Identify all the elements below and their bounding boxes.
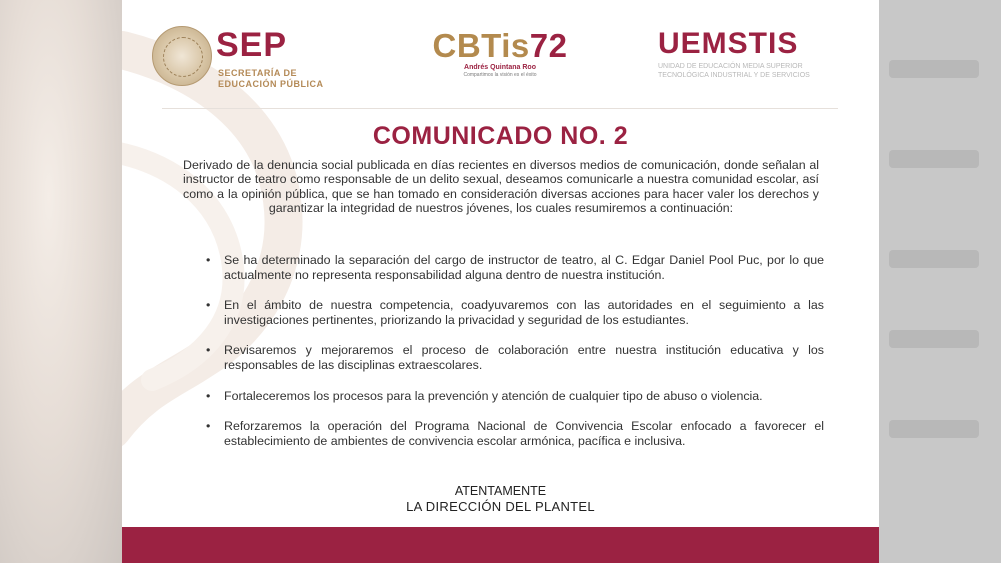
list-item: • Revisaremos y mejoraremos el proceso de colaboración entre nuestra institución educativa y los responsables de las disciplinas extraescolares. bbox=[206, 343, 824, 372]
list-item: • Reforzaremos la operación del Programa Nacional de Convivencia Escolar enfocado a favorecer el establecimiento de ambientes de convivencia escolar armónica, pacífica e inclusiva. bbox=[206, 419, 824, 448]
document-title: COMUNICADO NO. 2 bbox=[372, 122, 629, 150]
bullet-marker: • bbox=[206, 419, 211, 434]
uemstis-title: UEMSTIS bbox=[658, 27, 799, 60]
bullet-marker: • bbox=[206, 343, 211, 358]
list-item: • En el ámbito de nuestra competencia, coadyuvaremos con las autoridades en el seguimiento a las investigaciones pertinentes, priorizando la privacidad y seguridad de los estudiantes. bbox=[206, 298, 824, 327]
sep-subtitle: SECRETARÍA DE EDUCACIÓN PÚBLICA bbox=[218, 68, 324, 89]
list-item: • Se ha determinado la separación del cargo de instructor de teatro, al C. Edgar Daniel Pool Puc, por lo que actualmente no representa responsabilidad alguna dentro de nuestra institución. bbox=[206, 253, 824, 282]
uemstis-subtitle: UNIDAD DE EDUCACIÓN MEDIA SUPERIOR TECNOLÓGICA INDUSTRIAL Y DE SERVICIOS bbox=[658, 63, 810, 79]
sep-title: SEP bbox=[216, 26, 288, 64]
cbtis-subtitle: Andrés Quintana Roo bbox=[464, 64, 536, 71]
header-divider bbox=[162, 108, 838, 109]
cbtis-title: CBTis72 bbox=[432, 27, 568, 64]
uemstis-logo bbox=[658, 28, 858, 80]
action-list bbox=[204, 253, 824, 448]
bullet-marker: • bbox=[206, 388, 211, 403]
list-item: • Fortaleceremos los procesos para la prevención y atención de cualquier tipo de abuso o violencia. bbox=[206, 388, 763, 403]
bullet-marker: • bbox=[206, 253, 211, 267]
footer-bar bbox=[122, 527, 879, 563]
blurred-background-left bbox=[0, 0, 122, 563]
bullet-marker: • bbox=[206, 298, 211, 313]
signature-text: LA DIRECCIÓN DEL PLANTEL bbox=[406, 499, 595, 514]
blurred-background-right bbox=[879, 0, 1001, 563]
cbtis-logo bbox=[420, 28, 580, 78]
communique-document bbox=[122, 0, 879, 563]
cbtis-tagline: Compartimos la visión es el éxito bbox=[463, 72, 537, 78]
intro-paragraph: Derivado de la denuncia social publicada en días recientes en diversos medios de comunicación, donde señalan al instructor de teatro como responsable de un delito sexual, deseamos comunicarle a nuestra comunidad escolar, así como a la opinión pública, que se han tomado en consideración diversas acciones para hacer valer los derechos y garantizar la integridad de nuestros jóvenes, los cuales resumiremos a continuación: bbox=[183, 158, 819, 216]
document-header bbox=[122, 0, 879, 108]
national-seal-icon bbox=[152, 26, 212, 86]
closing-text: ATENTAMENTE bbox=[454, 484, 547, 498]
signoff bbox=[122, 484, 879, 514]
